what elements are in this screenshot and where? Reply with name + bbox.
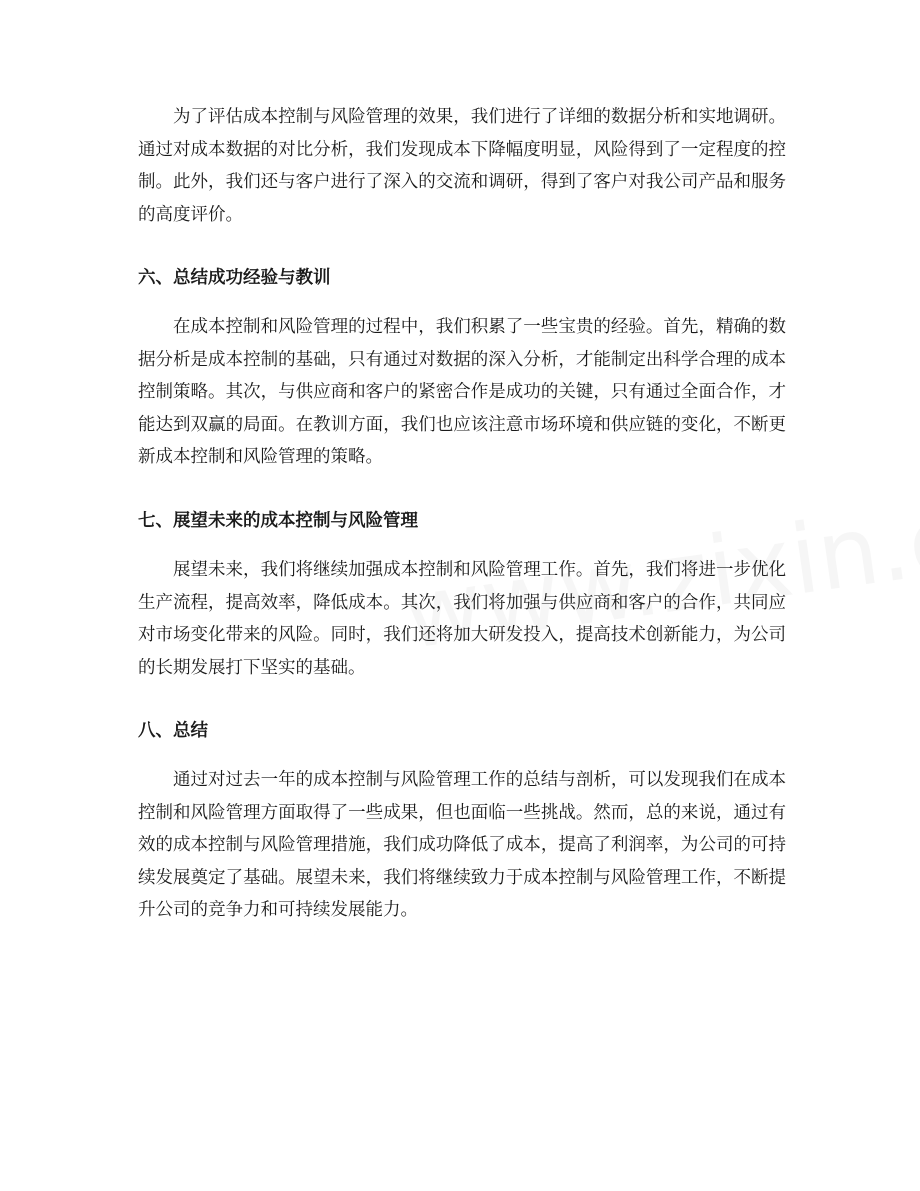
paragraph-outlook: 展望未来，我们将继续加强成本控制和风险管理工作。首先，我们将进一步优化生产流程，提高效率，降低成本。其次，我们将加强与供应商和客户的合作，共同应对市场变化带来的风险。同时，我们还将加大研发投入，提高技术创新能力，为公司的长期发展打下坚实的基础。 <box>138 560 786 678</box>
section-heading-6: 六、总结成功经验与教训 <box>138 268 331 288</box>
paragraph-evaluation: 为了评估成本控制与风险管理的效果，我们进行了详细的数据分析和实地调研。通过对成本数据的对比分析，我们发现成本下降幅度明显，风险得到了一定程度的控制。此外，我们还与客户进行了深入的交流和调研，得到了客户对我公司产品和服务的高度评价。 <box>138 107 786 225</box>
section-heading-8: 八、总结 <box>138 721 208 741</box>
paragraph-summary: 通过对过去一年的成本控制与风险管理工作的总结与剖析，可以发现我们在成本控制和风险管理方面取得了一些成果，但也面临一些挑战。然而，总的来说，通过有效的成本控制与风险管理措施，我们成功降低了成本，提高了利润率，为公司的可持续发展奠定了基础。展望未来，我们将继续致力于成本控制与风险管理工作，不断提升公司的竞争力和可持续发展能力。 <box>138 770 786 920</box>
section-heading-7: 七、展望未来的成本控制与风险管理 <box>138 511 418 531</box>
paragraph-experience: 在成本控制和风险管理的过程中，我们积累了一些宝贵的经验。首先，精确的数据分析是成本控制的基础，只有通过对数据的深入分析，才能制定出科学合理的成本控制策略。其次，与供应商和客户的紧密合作是成功的关键，只有通过全面合作，才能达到双赢的局面。在教训方面，我们也应该注意市场环境和供应链的变化，不断更新成本控制和风险管理的策略。 <box>138 317 786 467</box>
